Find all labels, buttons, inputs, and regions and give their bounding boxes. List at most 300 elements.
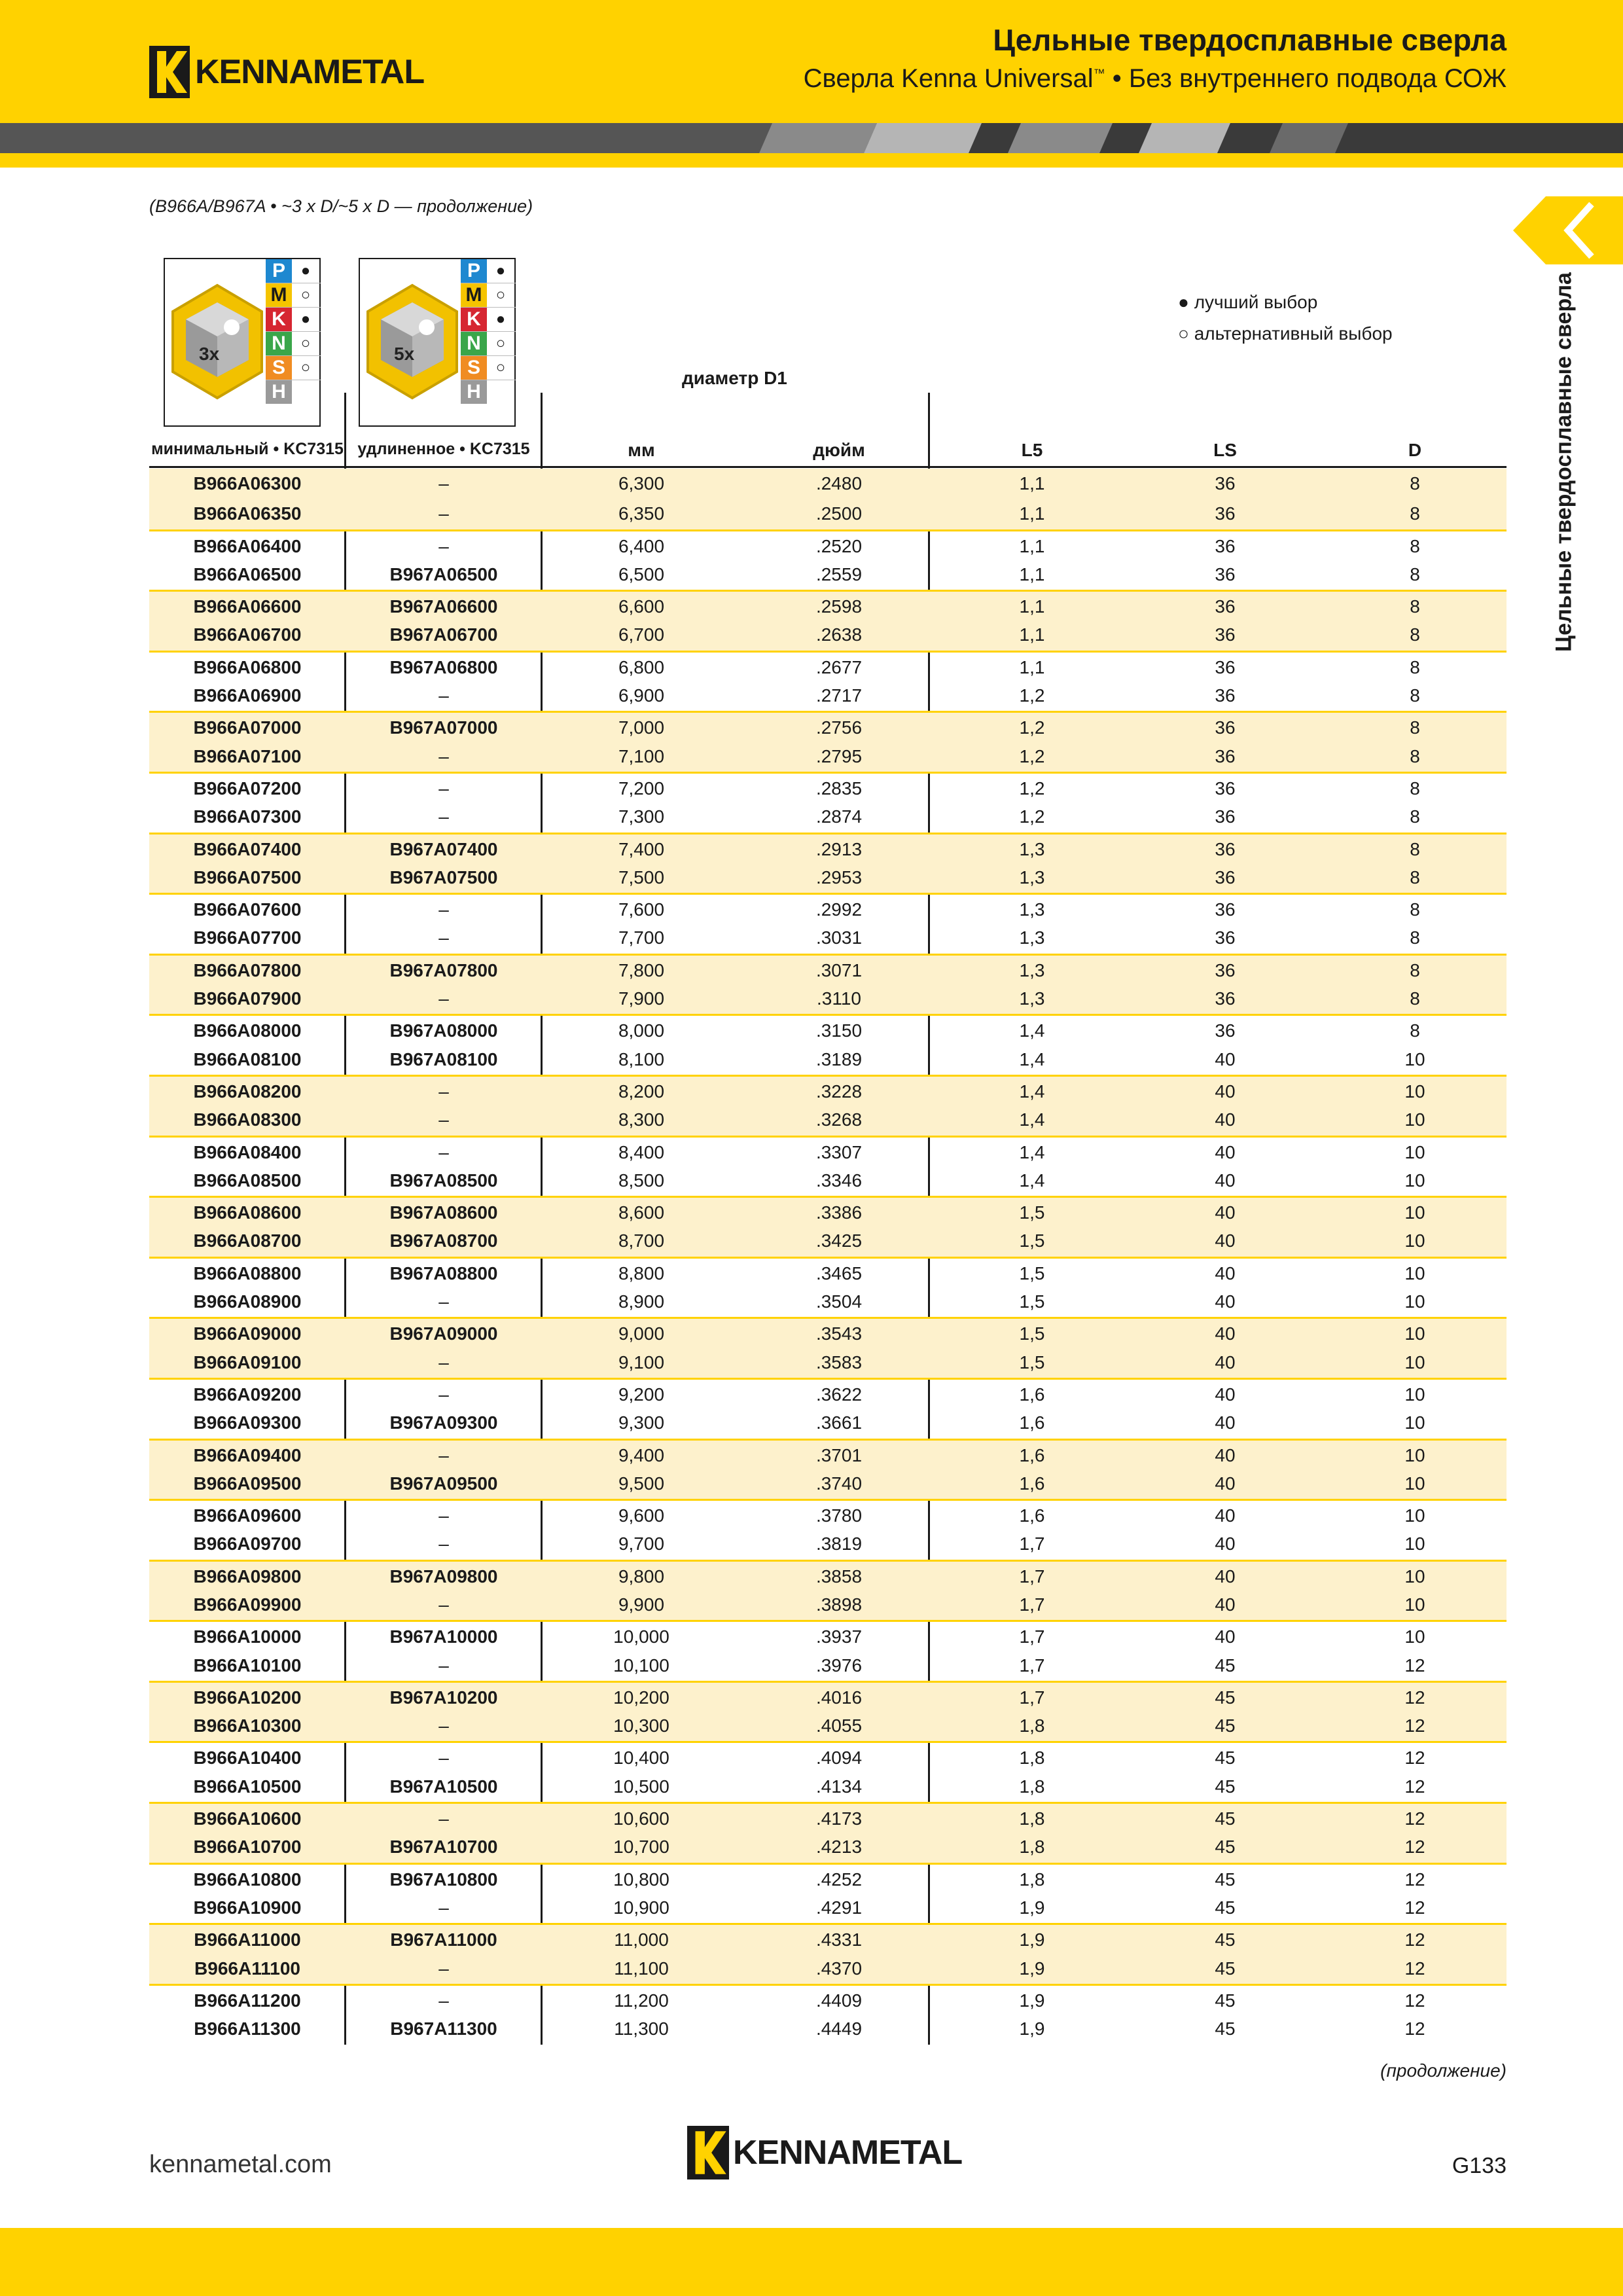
cell-extended-code: B967A10800 <box>389 1869 498 1890</box>
cell-l5: 1,5 <box>1019 1230 1045 1251</box>
cell-minimal-code: B966A07600 <box>193 899 302 920</box>
cell-ls: 40 <box>1215 1202 1236 1223</box>
cell-ls: 40 <box>1215 1323 1236 1344</box>
cell-diameter-inch: .4291 <box>815 1897 863 1918</box>
cell-d: 8 <box>1410 960 1420 980</box>
cell-extended-code: – <box>438 473 449 493</box>
cell-minimal-code: B966A07900 <box>193 988 302 1009</box>
cell-diameter-mm: 10,700 <box>613 1837 669 1857</box>
cell-diameter-mm: 7,500 <box>618 867 665 888</box>
cell-extended-code: – <box>438 1958 449 1979</box>
cell-diameter-inch: .3976 <box>815 1655 863 1676</box>
side-section-label: Цельные твердосплавные сверла <box>1551 272 1577 652</box>
cell-diameter-inch: .4134 <box>815 1776 863 1797</box>
cell-l5: 1,3 <box>1019 838 1045 859</box>
cell-ls: 45 <box>1215 1897 1236 1918</box>
cell-minimal-code: B966A06400 <box>193 535 302 556</box>
cell-minimal-code: B966A10100 <box>193 1655 302 1676</box>
cell-d: 8 <box>1410 685 1420 706</box>
cell-ls: 40 <box>1215 1505 1236 1526</box>
cell-diameter-inch: .3465 <box>815 1263 863 1283</box>
cell-diameter-mm: 6,350 <box>618 503 665 524</box>
cell-diameter-inch: .3031 <box>815 927 863 948</box>
cell-extended-code: – <box>438 1534 449 1554</box>
cell-diameter-inch: .4449 <box>815 2018 863 2039</box>
table-row <box>149 499 1507 529</box>
cell-diameter-mm: 6,300 <box>618 473 665 493</box>
cell-diameter-mm: 11,000 <box>614 1929 669 1950</box>
footer-kennametal-logo <box>687 2126 962 2179</box>
cell-minimal-code: B966A10700 <box>193 1837 302 1857</box>
cell-l5: 1,7 <box>1019 1534 1045 1554</box>
table-row <box>149 1469 1507 1499</box>
cell-d: 8 <box>1410 899 1420 920</box>
cell-ls: 36 <box>1215 717 1236 738</box>
cell-ls: 40 <box>1215 1566 1236 1587</box>
hex-drill-3x-icon <box>169 283 266 401</box>
table-row <box>149 1893 1507 1923</box>
cell-l5: 1,1 <box>1019 596 1045 617</box>
table-row <box>149 1226 1507 1256</box>
cell-extended-code: B967A07800 <box>389 960 498 980</box>
cell-l5: 1,6 <box>1019 1473 1045 1494</box>
table-row <box>149 1863 1507 1893</box>
table-row <box>149 1408 1507 1438</box>
cell-diameter-mm: 9,800 <box>618 1566 665 1587</box>
cell-d: 12 <box>1404 1687 1425 1708</box>
cell-ls: 45 <box>1215 1687 1236 1708</box>
continuation-note: (продолжение) <box>1380 2060 1507 2081</box>
cell-ls: 40 <box>1215 1049 1236 1069</box>
cell-minimal-code: B966A11200 <box>194 1990 301 2011</box>
cell-ls: 36 <box>1215 503 1236 524</box>
cell-extended-code: – <box>438 685 449 706</box>
cell-d: 12 <box>1404 1837 1425 1857</box>
cell-l5: 1,7 <box>1019 1626 1045 1647</box>
cell-d: 8 <box>1410 564 1420 584</box>
cell-diameter-mm: 8,800 <box>618 1263 665 1283</box>
cell-d: 10 <box>1404 1109 1425 1130</box>
cell-d: 10 <box>1404 1444 1425 1465</box>
cell-minimal-code: B966A10900 <box>193 1897 302 1918</box>
cell-l5: 1,8 <box>1019 1869 1045 1890</box>
material-grid: P ● M ○ K ● N ○ S ○ H <box>266 259 321 404</box>
cell-diameter-inch: .3819 <box>815 1534 863 1554</box>
cell-l5: 1,1 <box>1019 656 1045 677</box>
cell-diameter-inch: .3110 <box>817 988 861 1009</box>
cell-l5: 1,3 <box>1019 899 1045 920</box>
cell-l5: 1,1 <box>1019 473 1045 493</box>
k-logo-icon <box>149 46 190 98</box>
cell-minimal-code: B966A10800 <box>193 1869 302 1890</box>
table-row <box>149 1317 1507 1347</box>
cell-ls: 36 <box>1215 927 1236 948</box>
cell-d: 8 <box>1410 624 1420 645</box>
cell-diameter-inch: .3386 <box>815 1202 863 1223</box>
cell-diameter-mm: 6,500 <box>618 564 665 584</box>
cell-d: 8 <box>1410 988 1420 1009</box>
cell-diameter-inch: .2756 <box>815 717 863 738</box>
cell-extended-code: – <box>438 1594 449 1615</box>
cell-minimal-code: B966A09100 <box>193 1352 302 1372</box>
cell-l5: 1,3 <box>1019 988 1045 1009</box>
cell-minimal-code: B966A08500 <box>193 1170 302 1191</box>
cell-extended-code: – <box>438 1384 449 1405</box>
cell-d: 10 <box>1404 1291 1425 1312</box>
cell-extended-code: B967A07500 <box>389 867 498 888</box>
page-title: Цельные твердосплавные сверла <box>993 23 1507 57</box>
footer-yellow-bar <box>0 2228 1623 2296</box>
cell-l5: 1,5 <box>1019 1352 1045 1372</box>
cell-d: 10 <box>1404 1141 1425 1162</box>
cell-l5: 1,8 <box>1019 1748 1045 1768</box>
table-row <box>149 923 1507 953</box>
cell-diameter-inch: .4252 <box>815 1869 863 1890</box>
cell-d: 12 <box>1404 1990 1425 2011</box>
cell-ls: 45 <box>1215 1958 1236 1979</box>
cell-ls: 45 <box>1215 1715 1236 1736</box>
cell-diameter-inch: .2913 <box>815 838 863 859</box>
cell-ls: 40 <box>1215 1291 1236 1312</box>
cell-ls: 40 <box>1215 1170 1236 1191</box>
table-row <box>149 1984 1507 2014</box>
cell-diameter-inch: .4173 <box>815 1808 863 1829</box>
cell-l5: 1,9 <box>1019 1929 1045 1950</box>
cell-ls: 40 <box>1215 1473 1236 1494</box>
table-row <box>149 1196 1507 1226</box>
cell-extended-code: B967A06700 <box>389 624 498 645</box>
table-row <box>149 742 1507 772</box>
cell-ls: 40 <box>1215 1444 1236 1465</box>
cell-diameter-mm: 6,600 <box>618 596 665 617</box>
cell-diameter-mm: 10,800 <box>613 1869 669 1890</box>
cell-ls: 40 <box>1215 1352 1236 1372</box>
table-row <box>149 1499 1507 1529</box>
cell-d: 8 <box>1410 1020 1420 1041</box>
cell-ls: 36 <box>1215 596 1236 617</box>
table-row <box>149 1923 1507 1953</box>
cell-diameter-mm: 9,400 <box>618 1444 665 1465</box>
cell-diameter-inch: .2874 <box>815 806 863 827</box>
cell-extended-code: – <box>438 1505 449 1526</box>
cell-diameter-mm: 8,100 <box>618 1049 665 1069</box>
cell-diameter-mm: 8,000 <box>618 1020 665 1041</box>
k-logo-icon <box>687 2126 729 2179</box>
cell-l5: 1,9 <box>1019 1958 1045 1979</box>
cell-diameter-mm: 10,600 <box>613 1808 669 1829</box>
cell-extended-code: – <box>438 1291 449 1312</box>
table-row <box>149 1105 1507 1135</box>
cell-diameter-mm: 7,400 <box>618 838 665 859</box>
col-header-inch: дюйм <box>813 440 865 460</box>
cell-minimal-code: B966A08800 <box>193 1263 302 1283</box>
table-row <box>149 1136 1507 1166</box>
cell-d: 10 <box>1404 1230 1425 1251</box>
cell-l5: 1,8 <box>1019 1776 1045 1797</box>
cell-ls: 40 <box>1215 1626 1236 1647</box>
cell-ls: 36 <box>1215 778 1236 798</box>
cell-diameter-mm: 8,700 <box>618 1230 665 1251</box>
table-row <box>149 1075 1507 1105</box>
cell-diameter-inch: .2953 <box>815 867 863 888</box>
cell-ls: 36 <box>1215 656 1236 677</box>
col-header-minimal: минимальный • KC7315 <box>151 440 344 458</box>
cell-d: 8 <box>1410 503 1420 524</box>
cell-minimal-code: B966A09400 <box>193 1444 302 1465</box>
cell-diameter-inch: .2835 <box>815 778 863 798</box>
cell-extended-code: B967A09300 <box>389 1412 498 1433</box>
cell-d: 8 <box>1410 656 1420 677</box>
cell-extended-code: – <box>438 1655 449 1676</box>
table-row <box>149 1439 1507 1469</box>
cell-diameter-inch: .3189 <box>815 1049 863 1069</box>
icon-3x-label: 3x <box>199 344 220 364</box>
cell-minimal-code: B966A08900 <box>193 1291 302 1312</box>
cell-diameter-mm: 7,000 <box>618 717 665 738</box>
cell-d: 8 <box>1410 927 1420 948</box>
cell-diameter-mm: 10,900 <box>613 1897 669 1918</box>
cell-d: 10 <box>1404 1534 1425 1554</box>
table-row <box>149 1651 1507 1681</box>
cell-diameter-inch: .2992 <box>815 899 863 920</box>
cell-minimal-code: B966A09200 <box>193 1384 302 1405</box>
cell-ls: 40 <box>1215 1109 1236 1130</box>
cell-ls: 45 <box>1215 1655 1236 1676</box>
cell-extended-code: – <box>438 535 449 556</box>
cell-extended-code: – <box>438 1897 449 1918</box>
cell-d: 10 <box>1404 1170 1425 1191</box>
cell-d: 8 <box>1410 596 1420 617</box>
table-row <box>149 681 1507 711</box>
cell-l5: 1,7 <box>1019 1594 1045 1615</box>
cell-diameter-inch: .2500 <box>815 503 863 524</box>
page-header <box>0 0 1623 123</box>
cell-ls: 40 <box>1215 1230 1236 1251</box>
table-row <box>149 802 1507 832</box>
cell-diameter-inch: .3583 <box>815 1352 863 1372</box>
cell-diameter-mm: 8,300 <box>618 1109 665 1130</box>
cell-minimal-code: B966A09900 <box>193 1594 302 1615</box>
cell-diameter-mm: 9,600 <box>618 1505 665 1526</box>
cell-minimal-code: B966A09800 <box>193 1566 302 1587</box>
cell-diameter-mm: 9,300 <box>618 1412 665 1433</box>
cell-d: 12 <box>1404 1776 1425 1797</box>
cell-minimal-code: B966A09700 <box>193 1534 302 1554</box>
cell-diameter-inch: .4094 <box>815 1748 863 1768</box>
cell-l5: 1,6 <box>1019 1412 1045 1433</box>
cell-minimal-code: B966A07800 <box>193 960 302 980</box>
cell-d: 8 <box>1410 473 1420 493</box>
cell-extended-code: – <box>438 778 449 798</box>
table-row <box>149 954 1507 984</box>
website-link[interactable]: kennametal.com <box>149 2151 332 2178</box>
cell-l5: 1,8 <box>1019 1715 1045 1736</box>
cell-diameter-inch: .3543 <box>815 1323 863 1344</box>
cell-minimal-code: B966A10400 <box>193 1748 302 1768</box>
cell-diameter-inch: .2795 <box>815 745 863 766</box>
cell-diameter-inch: .2520 <box>815 535 863 556</box>
table-row <box>149 1045 1507 1075</box>
cell-ls: 36 <box>1215 1020 1236 1041</box>
cell-minimal-code: B966A10200 <box>193 1687 302 1708</box>
cell-l5: 1,2 <box>1019 717 1045 738</box>
cell-d: 10 <box>1404 1594 1425 1615</box>
cell-diameter-inch: .3937 <box>815 1626 863 1647</box>
table-row <box>149 1772 1507 1802</box>
cell-d: 12 <box>1404 1958 1425 1979</box>
cell-ls: 36 <box>1215 988 1236 1009</box>
table-row <box>149 893 1507 923</box>
cell-minimal-code: B966A07300 <box>193 806 302 827</box>
cell-extended-code: B967A08000 <box>389 1020 498 1041</box>
cell-ls: 45 <box>1215 1776 1236 1797</box>
cell-diameter-mm: 6,700 <box>618 624 665 645</box>
cell-diameter-mm: 10,300 <box>613 1715 669 1736</box>
table-row <box>149 1954 1507 1984</box>
col-header-d: D <box>1408 440 1422 460</box>
cell-extended-code: B967A06600 <box>389 596 498 617</box>
table-row <box>149 651 1507 681</box>
cell-d: 12 <box>1404 1929 1425 1950</box>
cell-minimal-code: B966A08200 <box>193 1081 302 1102</box>
cell-ls: 40 <box>1215 1534 1236 1554</box>
cell-ls: 45 <box>1215 1990 1236 2011</box>
cell-minimal-code: B966A10500 <box>193 1776 302 1797</box>
cell-minimal-code: B966A08300 <box>193 1109 302 1130</box>
cell-diameter-inch: .3661 <box>815 1412 863 1433</box>
section-subtitle: (B966A/B967A • ~3 x D/~5 x D — продолжение) <box>149 196 533 216</box>
cell-extended-code: B967A07400 <box>389 838 498 859</box>
cell-diameter-inch: .4055 <box>815 1715 863 1736</box>
cell-minimal-code: B966A11100 <box>194 1958 300 1979</box>
cell-diameter-inch: .4331 <box>815 1929 863 1950</box>
cell-diameter-inch: .3622 <box>815 1384 863 1405</box>
cell-diameter-mm: 9,100 <box>618 1352 665 1372</box>
material-grid: P ● M ○ K ● N ○ S ○ H <box>461 259 516 404</box>
cell-diameter-inch: .3858 <box>815 1566 863 1587</box>
table-row <box>149 772 1507 802</box>
cell-diameter-mm: 7,900 <box>618 988 665 1009</box>
table-row <box>149 560 1507 590</box>
cell-l5: 1,4 <box>1019 1109 1045 1130</box>
cell-diameter-inch: .2559 <box>815 564 863 584</box>
cell-extended-code: B967A11300 <box>390 2018 497 2039</box>
cell-extended-code: – <box>438 503 449 524</box>
cell-extended-code: B967A08800 <box>389 1263 498 1283</box>
cell-diameter-mm: 7,600 <box>618 899 665 920</box>
cell-l5: 1,9 <box>1019 1990 1045 2011</box>
cell-extended-code: B967A10200 <box>389 1687 498 1708</box>
table-row <box>149 620 1507 650</box>
cell-diameter-inch: .2480 <box>815 473 863 493</box>
table-row <box>149 469 1507 499</box>
cell-diameter-mm: 10,100 <box>613 1655 669 1676</box>
cell-l5: 1,4 <box>1019 1141 1045 1162</box>
cell-d: 12 <box>1404 1715 1425 1736</box>
table-row <box>149 1166 1507 1196</box>
table-row <box>149 833 1507 863</box>
cell-diameter-inch: .2638 <box>815 624 863 645</box>
cell-d: 10 <box>1404 1505 1425 1526</box>
cell-l5: 1,5 <box>1019 1323 1045 1344</box>
cell-minimal-code: B966A07400 <box>193 838 302 859</box>
cell-minimal-code: B966A06700 <box>193 624 302 645</box>
cell-diameter-mm: 8,200 <box>618 1081 665 1102</box>
cell-d: 8 <box>1410 778 1420 798</box>
cell-diameter-inch: .3504 <box>815 1291 863 1312</box>
cell-extended-code: – <box>438 1444 449 1465</box>
cell-minimal-code: B966A06900 <box>193 685 302 706</box>
table-row <box>149 863 1507 893</box>
table-row <box>149 1529 1507 1559</box>
cell-ls: 45 <box>1215 2018 1236 2039</box>
cell-minimal-code: B966A08600 <box>193 1202 302 1223</box>
cell-l5: 1,7 <box>1019 1687 1045 1708</box>
cell-l5: 1,5 <box>1019 1202 1045 1223</box>
cell-d: 8 <box>1410 535 1420 556</box>
cell-diameter-mm: 7,200 <box>618 778 665 798</box>
table-row <box>149 1014 1507 1044</box>
cell-l5: 1,5 <box>1019 1263 1045 1283</box>
cell-l5: 1,6 <box>1019 1444 1045 1465</box>
cell-ls: 45 <box>1215 1748 1236 1768</box>
cell-d: 10 <box>1404 1412 1425 1433</box>
cell-l5: 1,3 <box>1019 867 1045 888</box>
cell-extended-code: B967A10500 <box>389 1776 498 1797</box>
cell-minimal-code: B966A08100 <box>193 1049 302 1069</box>
cell-l5: 1,2 <box>1019 778 1045 798</box>
cell-l5: 1,4 <box>1019 1020 1045 1041</box>
cell-diameter-mm: 8,500 <box>618 1170 665 1191</box>
brand-wordmark: KENNAMETAL <box>195 53 425 91</box>
cell-d: 10 <box>1404 1202 1425 1223</box>
cell-d: 10 <box>1404 1626 1425 1647</box>
cell-minimal-code: B966A09000 <box>193 1323 302 1344</box>
legend-alternative: ○ альтернативный выбор <box>1178 323 1393 344</box>
cell-d: 10 <box>1404 1384 1425 1405</box>
table-row <box>149 590 1507 620</box>
cell-l5: 1,7 <box>1019 1566 1045 1587</box>
cell-l5: 1,5 <box>1019 1291 1045 1312</box>
cell-diameter-inch: .2717 <box>815 685 863 706</box>
table-row <box>149 529 1507 560</box>
cell-diameter-mm: 6,900 <box>618 685 665 706</box>
cell-l5: 1,3 <box>1019 960 1045 980</box>
cell-diameter-mm: 10,200 <box>613 1687 669 1708</box>
cell-minimal-code: B966A07100 <box>193 745 302 766</box>
table-row <box>149 1741 1507 1771</box>
page-number: G133 <box>1452 2153 1507 2178</box>
cell-l5: 1,8 <box>1019 1837 1045 1857</box>
cell-minimal-code: B966A10300 <box>193 1715 302 1736</box>
cell-l5: 1,9 <box>1019 1897 1045 1918</box>
cell-ls: 36 <box>1215 867 1236 888</box>
cell-extended-code: B967A06500 <box>389 564 498 584</box>
table-row <box>149 1348 1507 1378</box>
cell-diameter-mm: 6,400 <box>618 535 665 556</box>
cell-minimal-code: B966A08000 <box>193 1020 302 1041</box>
cell-ls: 36 <box>1215 806 1236 827</box>
cell-minimal-code: B966A10600 <box>193 1808 302 1829</box>
cell-diameter-inch: .3150 <box>815 1020 863 1041</box>
cell-extended-code: B967A08500 <box>389 1170 498 1191</box>
cell-minimal-code: B966A10000 <box>193 1626 302 1647</box>
cell-ls: 40 <box>1215 1263 1236 1283</box>
cell-diameter-mm: 10,000 <box>613 1626 669 1647</box>
cell-ls: 45 <box>1215 1837 1236 1857</box>
cell-diameter-mm: 8,400 <box>618 1141 665 1162</box>
decorative-stripe-band <box>0 123 1623 153</box>
